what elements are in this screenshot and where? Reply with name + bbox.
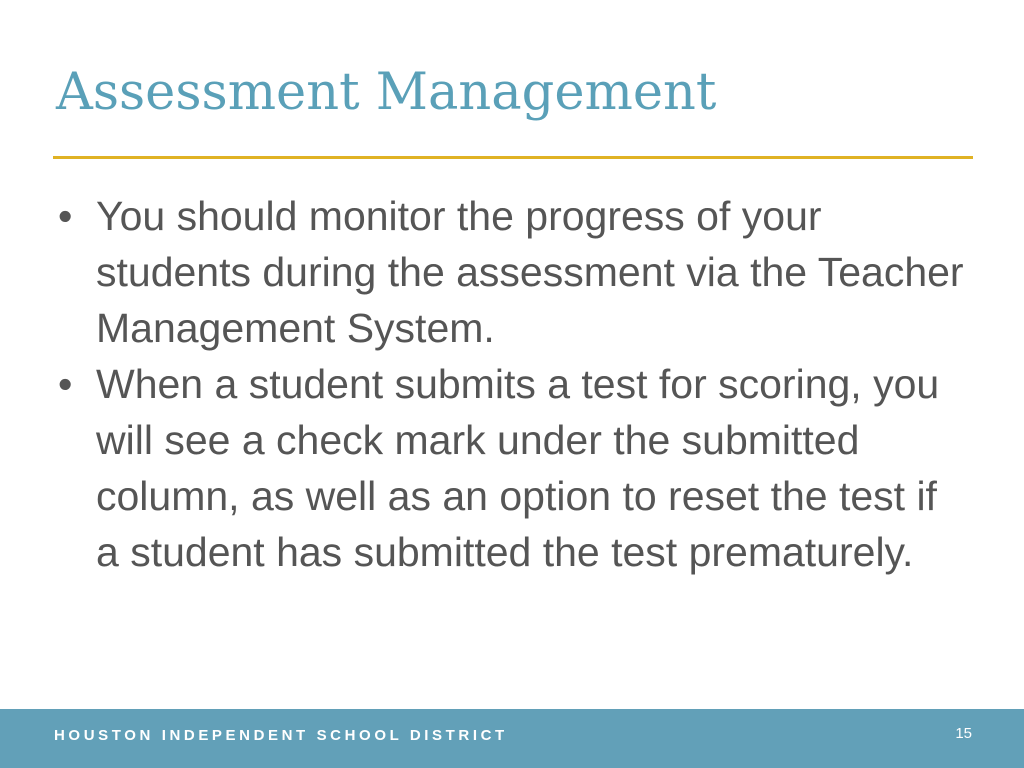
organization-name: HOUSTON INDEPENDENT SCHOOL DISTRICT: [54, 727, 508, 744]
bullet-text: When a student submits a test for scoring, you will see a check mark under the submitted column, as well as an option to reset the test if a student has submitted the test prematurely.: [96, 361, 940, 575]
bullet-point-icon: •: [58, 193, 73, 239]
page-number: 15: [955, 725, 972, 742]
title-underline-divider: [53, 156, 973, 159]
bullet-list: [58, 188, 968, 580]
bullet-text: You should monitor the progress of your students during the assessment via the Teacher Management System.: [96, 193, 964, 351]
slide-title: Assessment Management: [56, 63, 717, 122]
bullet-item: [58, 188, 968, 356]
bullet-point-icon: •: [58, 361, 73, 407]
footer-bar: [0, 709, 1024, 768]
bullet-item: [58, 356, 968, 580]
